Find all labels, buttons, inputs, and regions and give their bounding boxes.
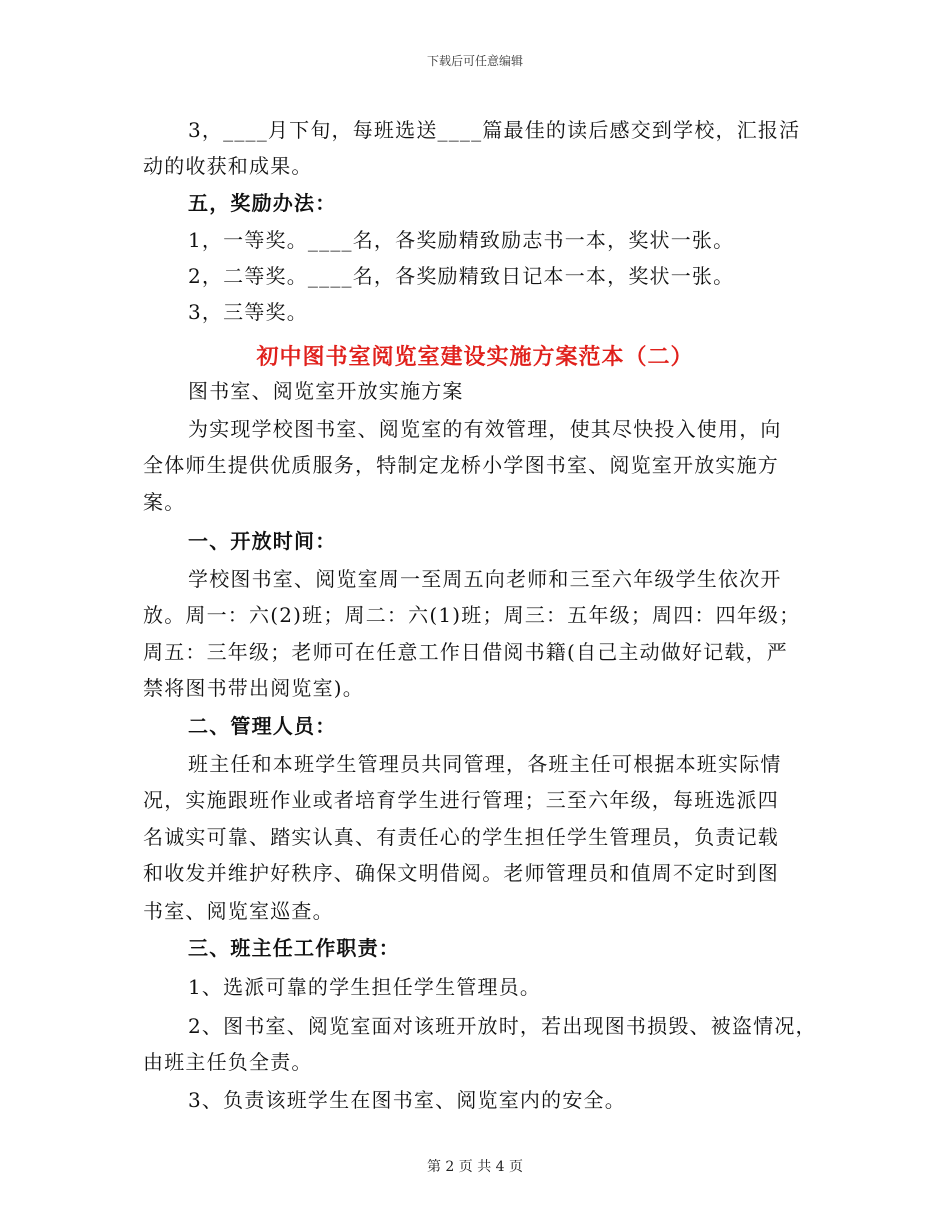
paragraph-line: 为实现学校图书室、阅览室的有效管理，使其尽快投入使用，向 — [188, 417, 782, 441]
paragraph-line: 书室、阅览室巡查。 — [143, 899, 334, 923]
paragraph-line: 2、图书室、阅览室面对该班开放时，若出现图书损毁、被盗情况， — [188, 1014, 817, 1038]
document-title: 初中图书室阅览室建设实施方案范本（二） — [256, 344, 694, 370]
section-heading: 二、管理人员： — [188, 714, 337, 738]
page-header: 下载后可任意编辑 — [426, 54, 523, 68]
paragraph-line: 案。 — [143, 490, 186, 514]
paragraph-line: 禁将图书带出阅览室)。 — [143, 676, 365, 700]
page-footer: 第 2 页 共 4 页 — [426, 1159, 524, 1175]
paragraph-line: 3，____月下旬，每班选送____篇最佳的读后感交到学校，汇报活 — [188, 118, 801, 142]
paragraph-line: 班主任和本班学生管理员共同管理，各班主任可根据本班实际情 — [188, 752, 782, 776]
paragraph-line: 2，二等奖。____名，各奖励精致日记本一本，奖状一张。 — [188, 264, 735, 288]
paragraph-line: 名诚实可靠、踏实认真、有责任心的学生担任学生管理员，负责记载 — [143, 825, 779, 849]
paragraph-line: 3，三等奖。 — [188, 300, 308, 324]
paragraph-line: 况，实施跟班作业或者培育学生进行管理；三至六年级，每班选派四 — [143, 788, 779, 812]
paragraph-line: 放。周一：六(2)班；周二：六(1)班；周三：五年级；周四：四年级； — [143, 603, 801, 627]
paragraph-line: 图书室、阅览室开放实施方案 — [188, 379, 464, 403]
paragraph-line: 1，一等奖。____名，各奖励精致励志书一本，奖状一张。 — [188, 228, 735, 252]
paragraph-line: 动的收获和成果。 — [143, 154, 313, 178]
paragraph-line: 学校图书室、阅览室周一至周五向老师和三至六年级学生依次开 — [188, 567, 782, 591]
paragraph-line: 全体师生提供优质服务，特制定龙桥小学图书室、阅览室开放实施方 — [143, 453, 779, 477]
section-heading: 三、班主任工作职责： — [188, 936, 400, 960]
paragraph-line: 3、负责该班学生在图书室、阅览室内的安全。 — [188, 1088, 626, 1112]
paragraph-line: 和收发并维护好秩序、确保文明借阅。老师管理员和值周不定时到图 — [143, 861, 779, 885]
paragraph-line: 由班主任负全责。 — [143, 1050, 313, 1074]
section-heading: 五，奖励办法： — [188, 191, 337, 215]
section-heading: 一、开放时间： — [188, 529, 337, 553]
paragraph-line: 周五：三年级；老师可在任意工作日借阅书籍(自己主动做好记载，严 — [143, 640, 789, 664]
paragraph-line: 1、选派可靠的学生担任学生管理员。 — [188, 975, 542, 999]
